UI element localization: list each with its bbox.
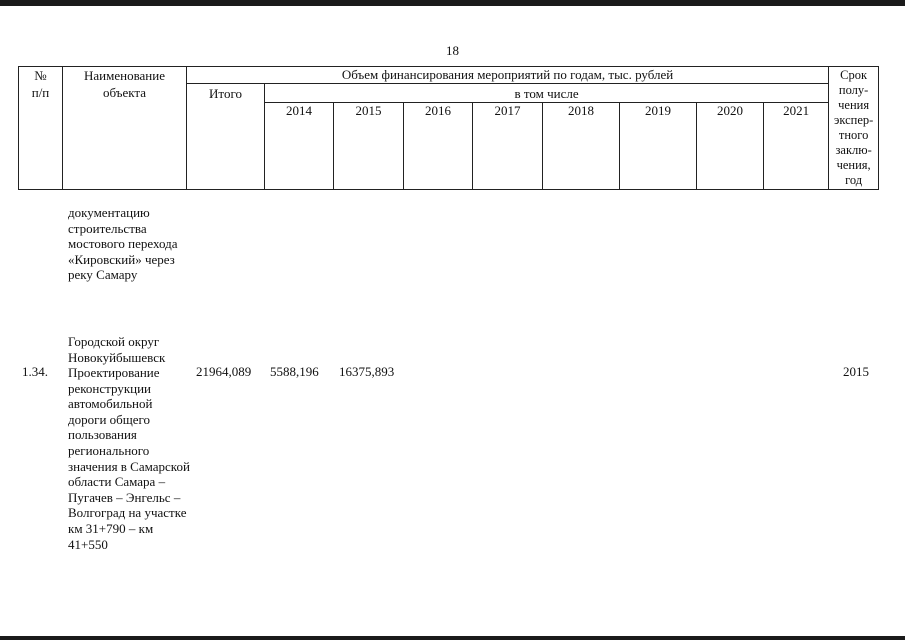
header-year-2017: 2017 [473, 103, 543, 190]
row-2015: 16375,893 [339, 364, 395, 379]
row-number: 1.34. [22, 364, 48, 379]
row-district: Городской округ Новокуйбышевск [68, 334, 166, 365]
header-including: в том числе [265, 84, 829, 103]
row-2014: 5588,196 [270, 364, 319, 379]
header-term: Срок полу- чения экспер- тного заклю- чения, год [829, 67, 879, 190]
top-border [0, 0, 905, 6]
header-total: Итого [187, 84, 265, 190]
bottom-border [0, 636, 905, 640]
header-year-2014: 2014 [265, 103, 334, 190]
page-number: 18 [446, 43, 459, 58]
header-year-2015: 2015 [334, 103, 404, 190]
header-financing: Объем финансирования мероприятий по годам, тыс. рублей [187, 67, 829, 84]
row-term: 2015 [843, 364, 869, 379]
table-header [18, 66, 879, 190]
header-year-2020: 2020 [697, 103, 764, 190]
header-year-2016: 2016 [404, 103, 473, 190]
header-col-name: Наименование объекта [63, 67, 187, 190]
row-total: 21964,089 [196, 364, 252, 379]
header-year-2021: 2021 [764, 103, 829, 190]
continuation-text: документацию строительства мостового перехода «Кировский» через реку Самару [68, 205, 178, 283]
row-name: Проектирование реконструкции автомобильной дороги общего пользования регионального значения в Самарской области Самара – Пугачев – Энгельс – Волгоград на участке км 31+790 – км 41+550 [68, 365, 190, 552]
header-year-2019: 2019 [620, 103, 697, 190]
header-col-number: № п/п [19, 67, 63, 190]
header-year-2018: 2018 [543, 103, 620, 190]
